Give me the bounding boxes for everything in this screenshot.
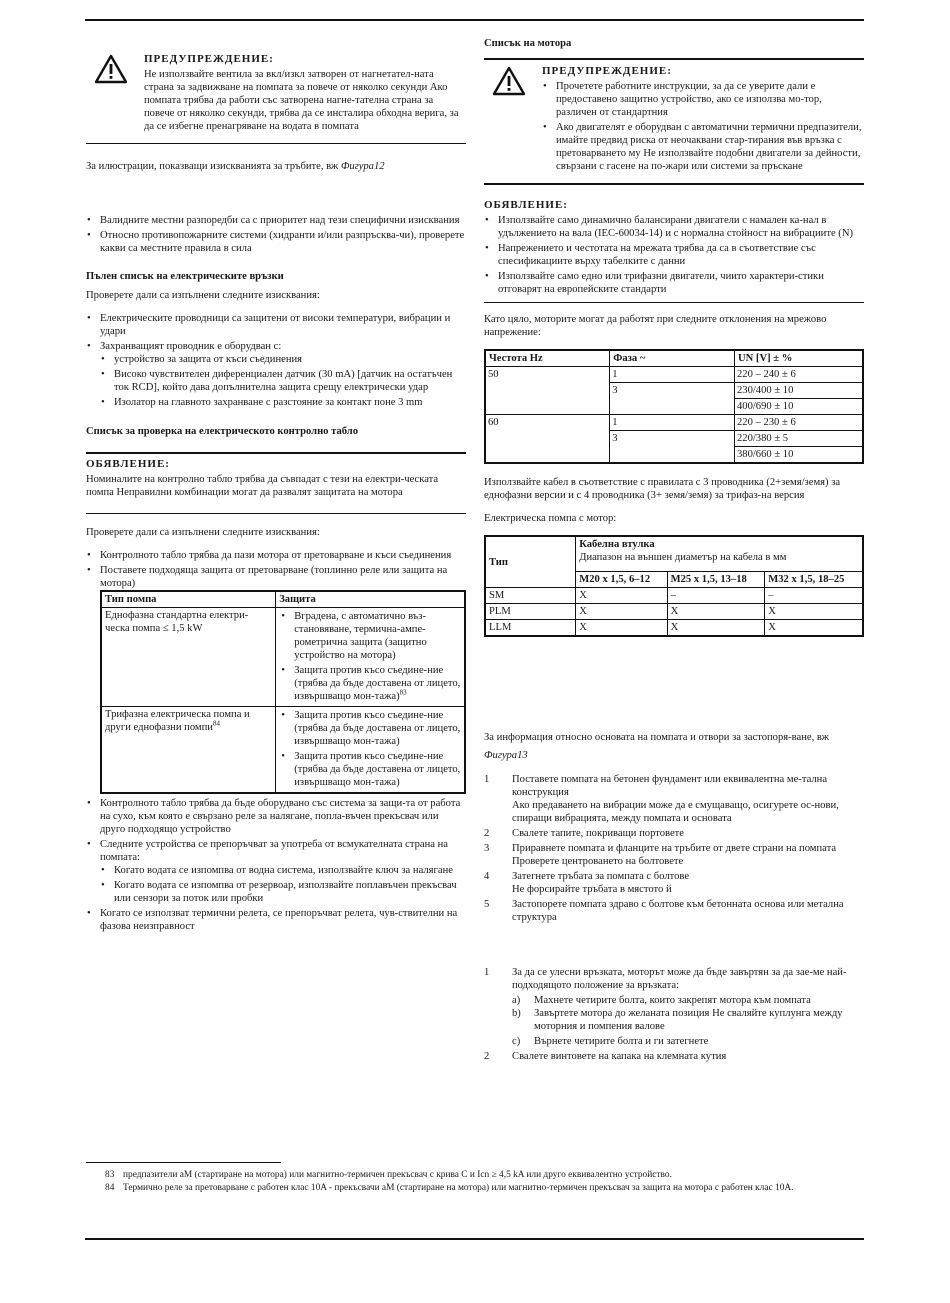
pump-type-cell: Трифазна електрическа помпа и други еднофазни помпи$^{84}$ bbox=[101, 707, 276, 794]
list-item: • Следните устройства се препоръчват за употреба от всмукателната страна на помпата: • Когато водата се изпомпва от водна система, използвайте ключ за налягане • Когато водата се изпомпва от резервоар, използвайте поплавъчен прекъсвач или сензори за поток или пробки bbox=[86, 838, 466, 905]
list-item: • Поставете подходяща защита от претоварване (топлинно реле или защита на мотора) bbox=[86, 564, 466, 590]
warning-box bbox=[86, 48, 466, 144]
footnote-divider bbox=[86, 1162, 281, 1163]
panel-list-2 bbox=[86, 797, 466, 933]
gland-cell: – bbox=[667, 588, 765, 604]
left-column bbox=[86, 48, 466, 933]
warning-text: Не използвайте вентила за вкл/изкл затворен от нагнетател-ната страна за задвижване на помпата за повече от няколко секунди Ако помпата трябва да работи със затворена нагне-тателна страна за повече от няколко секунди, трябва да се инсталира обходна верига, за да се избегне пренагряване на водата в помпата bbox=[144, 69, 459, 132]
gland-cell: X bbox=[667, 604, 765, 620]
list-item: • Използвайте само динамично балансирани двигатели с намален ка-нал в удължението на вала (IEC-60034-14) и с нормална стойност на вибрациите (N) bbox=[484, 214, 864, 240]
deviation-text: Като цяло, моторите могат да работят при следните отклонения на мрежово напрежение: bbox=[484, 314, 827, 338]
notice-text: Номиналите на контролно табло трябва да съвпадат с тези на електри-ческата помпа Неправилни комбинации могат да развалят защитата на мотора bbox=[86, 474, 439, 498]
table-row bbox=[485, 588, 863, 604]
list-item: • Контролното табло трябва да бъде оборудвано със система за защи-та от работа на сухо, към която е свързано реле за налягане, попла-въчен прекъсвач или друго подходящо устройство bbox=[86, 797, 466, 836]
list-item: • Относно противопожарните системи (хидранти и/или разпръсква-чи), проверете какви са местните правила в сила bbox=[86, 229, 466, 255]
gland-cell: X bbox=[667, 620, 765, 637]
table-header: Фаза ~ bbox=[610, 350, 735, 367]
phase-cell: 3 bbox=[610, 383, 735, 415]
panel-intro: Проверете дали са изпълнени следните изисквания: bbox=[86, 527, 320, 538]
list-item: • Контролното табло трябва да пази мотора от претоварване и къси съединения bbox=[86, 549, 466, 562]
list-item: • Валидните местни разпоредби са с приоритет над тези специфични изисквания bbox=[86, 214, 466, 227]
pump-type-cell: Еднофазна стандартна електри-ческа помпа ≤ 1,5 kW bbox=[101, 608, 276, 707]
frequency-cell: 50 bbox=[485, 367, 610, 415]
list-item: • Ако двигателят е оборудван с автоматични термични предпазители, имайте предвид риска от неочаквани стар-тирания във връзка с претоварването му Не използвайте подобни двигатели за дейности, свързани с гасене на по-жари или системи за пръскане bbox=[542, 121, 864, 173]
table-header: M20 x 1,5, 6–12 bbox=[576, 572, 667, 588]
illustrations-text: За илюстрации, показващи изискванията за тръбите, вж Фигура12 bbox=[86, 161, 385, 172]
table-row bbox=[101, 608, 465, 707]
notice-title: ОБЯВЛЕНИЕ: bbox=[484, 199, 568, 211]
list-item: 1 Поставете помпата на бетонен фундамент или еквивалентна ме-тална конструкция Ако предаването на вибрации може да е смущаващо, осигурете ос-нови, спиращи вибрацията, между помпата и основата bbox=[484, 774, 839, 824]
warning-title: ПРЕДУПРЕЖДЕНИЕ: bbox=[144, 53, 274, 65]
table-row bbox=[485, 604, 863, 620]
table-row bbox=[485, 415, 863, 431]
list-item: 1 За да се улесни връзката, моторът може да бъде завъртян за да зае-ме най-подходящото положение за връзката: a) Махнете четирите болта, които закрепят мотора към помпата b) Завъртете мотора до желаната позиция Не сваляйте куплунга между моторния и помпения валове c) Върнете четирите болта и ги затегнете bbox=[484, 966, 864, 1048]
list-item: b) Завъртете мотора до желаната позиция Не сваляйте куплунга между моторния и помпения валове bbox=[512, 1008, 843, 1032]
notice-box bbox=[86, 452, 466, 514]
foundation-text: За информация относно основата на помпата и отвори за застопоря-ване, вж Фигура13 bbox=[484, 732, 829, 761]
electrical-intro: Проверете дали са изпълнени следните изисквания: bbox=[86, 290, 320, 301]
list-item: 5 Застопорете помпата здраво с болтове към бетонната основа или метална структура bbox=[484, 899, 844, 923]
phase-cell: 3 bbox=[610, 431, 735, 464]
footnote: 84 Термично реле за претоварване с работен клас 10A - прекъсвачи aM (стартиране на мотора) или магнитно-термичен прекъсвач за защита на мотора с работен клас 10A. bbox=[105, 1183, 794, 1193]
gland-header-cell: Кабелна втулка Диапазон на външен диаметър на кабела в мм bbox=[576, 536, 863, 572]
list-item: 4 Затегнете тръбата за помпата с болтове Не форсирайте тръбата в мястото й bbox=[484, 871, 690, 895]
top-rule bbox=[85, 19, 864, 21]
list-item: • Използвайте само едно или трифазни двигатели, чиито характери-стики отговарят на европейските стандарти bbox=[484, 270, 864, 296]
table-header: M32 x 1,5, 18–25 bbox=[765, 572, 863, 588]
list-item: • Електрическите проводници са защитени от високи температури, вибрации и удари bbox=[86, 312, 466, 338]
type-cell: LLM bbox=[485, 620, 576, 637]
pump-motor-text: Електрическа помпа с мотор: bbox=[484, 513, 617, 524]
type-cell: PLM bbox=[485, 604, 576, 620]
table-header: Тип помпа bbox=[101, 591, 276, 608]
gland-cell: X bbox=[765, 604, 863, 620]
table-header: M25 x 1,5, 13–18 bbox=[667, 572, 765, 588]
cable-gland-table bbox=[484, 535, 864, 637]
footnote: 83 предпазители aM (стартиране на мотора) или магнитно-термичен прекъсвач с крива C и Icn ≥ 4,5 kA или друго еквивалентно устройство. bbox=[105, 1170, 672, 1180]
protection-cell bbox=[276, 707, 465, 794]
protection-table bbox=[100, 590, 466, 794]
cable-text: Използвайте кабел в съответствие с правилата с 3 проводника (2+земя/земя) за еднофазни версии и с 4 проводника (3+ земя/земя) за трифаз-на версия bbox=[484, 477, 841, 501]
table-row bbox=[485, 367, 863, 383]
list-item: • Вградена, с автоматично въз-становяване, термична-ампе-рометрична защита (защитно устройство на мотора) bbox=[280, 610, 462, 662]
frequency-cell: 60 bbox=[485, 415, 610, 464]
list-item: • устройство за защита от къси съединения bbox=[100, 353, 466, 366]
figure-ref: Фигура13 bbox=[484, 750, 528, 761]
motor-rotation-steps bbox=[484, 966, 864, 1063]
warning-triangle-icon bbox=[492, 66, 526, 96]
table-header: UN [V] ± % bbox=[734, 350, 863, 367]
voltage-cell: 220 – 240 ± 6 bbox=[734, 367, 863, 383]
list-item: 3 Приравнете помпата и фланците на тръбите от двете страни на помпата Проверете центроването на болтовете bbox=[484, 843, 837, 867]
voltage-cell: 380/660 ± 10 bbox=[734, 447, 863, 464]
gland-cell: X bbox=[576, 620, 667, 637]
panel-list bbox=[86, 549, 466, 590]
list-item: c) Върнете четирите болта и ги затегнете bbox=[512, 1036, 709, 1047]
bottom-rule bbox=[85, 1238, 864, 1240]
warning-title: ПРЕДУПРЕЖДЕНИЕ: bbox=[542, 65, 672, 77]
list-item: • Когато се използват термични релета, се препоръчват релета, чув-ствителни на фазова неизправност bbox=[86, 907, 466, 933]
figure-ref: Фигура12 bbox=[340, 161, 385, 172]
electrical-heading: Пълен списък на електрическите връзки bbox=[86, 271, 284, 282]
list-item: • Защита против късо съедине-ние (трябва да бъде доставена от лицето, извършващо мон-тажа)$^{83}$ bbox=[280, 664, 462, 703]
installation-steps bbox=[484, 773, 864, 924]
table-row bbox=[101, 707, 465, 794]
list-item: • Високо чувствителен диференциален датчик (30 mA) [датчик на остатъчен ток RCD], който дава допълнителна защита срещу електрически удар bbox=[100, 368, 466, 394]
list-item: • Захранващият проводник е оборудван с: • устройство за защита от къси съединения • Високо чувствителен диференциален датчик (30 mA) [датчик на остатъчен ток RCD], който дава допълнителна защита срещу електрически удар • Изолатор на главното захранване с разстояние за контакт поне 3 mm bbox=[86, 340, 466, 409]
voltage-cell: 400/690 ± 10 bbox=[734, 399, 863, 415]
panel-heading: Списък за проверка на електрическото контролно табло bbox=[86, 426, 359, 437]
gland-cell: – bbox=[765, 588, 863, 604]
list-item: • Когато водата се изпомпва от резервоар, използвайте поплавъчен прекъсвач или сензори за поток или пробки bbox=[100, 879, 466, 905]
electrical-list bbox=[86, 312, 466, 409]
voltage-cell: 220 – 230 ± 6 bbox=[734, 415, 863, 431]
warning-triangle-icon bbox=[94, 54, 128, 84]
list-item: • Защита против късо съедине-ние (трябва да бъде доставена от лицето, извършващо мон-тажа) bbox=[280, 709, 462, 748]
gland-cell: X bbox=[576, 588, 667, 604]
footnote-ref: 83 bbox=[399, 688, 407, 697]
table-header: Защита bbox=[276, 591, 465, 608]
list-item: • Изолатор на главното захранване с разстояние за контакт поне 3 mm bbox=[100, 396, 466, 409]
list-item: • Когато водата се изпомпва от водна система, използвайте ключ за налягане bbox=[100, 864, 466, 877]
table-row bbox=[485, 620, 863, 637]
motor-heading: Списък на мотора bbox=[484, 38, 572, 49]
voltage-cell: 220/380 ± 5 bbox=[734, 431, 863, 447]
right-column bbox=[484, 37, 864, 1063]
phase-cell: 1 bbox=[610, 415, 735, 431]
voltage-table bbox=[484, 349, 864, 464]
list-item: • Прочетете работните инструкции, за да се уверите дали е предоставено защитно устройство, ако се използва мо-тор, различен от стандартния bbox=[542, 80, 864, 119]
list-item: 2 Свалете тапите, покриващи портовете bbox=[484, 828, 684, 839]
warning-box bbox=[484, 58, 864, 185]
table-header: Тип bbox=[485, 536, 576, 588]
footnote-ref: 84 bbox=[212, 719, 220, 728]
protection-cell bbox=[276, 608, 465, 707]
list-item: 2 Свалете винтовете на капака на клемната кутия bbox=[484, 1051, 727, 1062]
phase-cell: 1 bbox=[610, 367, 735, 383]
list-item: a) Махнете четирите болта, които закрепят мотора към помпата bbox=[512, 995, 811, 1006]
sub-list bbox=[100, 864, 466, 905]
list-item: • Напрежението и честотата на мрежата трябва да са в съответствие със спесификациите върху табелките с данни bbox=[484, 242, 864, 268]
table-header: Честота Hz bbox=[485, 350, 610, 367]
voltage-cell: 230/400 ± 10 bbox=[734, 383, 863, 399]
type-cell: SM bbox=[485, 588, 576, 604]
notice-box bbox=[484, 199, 864, 303]
notice-title: ОБЯВЛЕНИЕ: bbox=[86, 458, 170, 470]
sub-list bbox=[100, 353, 466, 409]
local-rules-list bbox=[86, 214, 466, 255]
list-item: • Защита против късо съедине-ние (трябва да бъде доставена от лицето, извършващо мон-тажа) bbox=[280, 750, 462, 789]
gland-cell: X bbox=[576, 604, 667, 620]
gland-cell: X bbox=[765, 620, 863, 637]
